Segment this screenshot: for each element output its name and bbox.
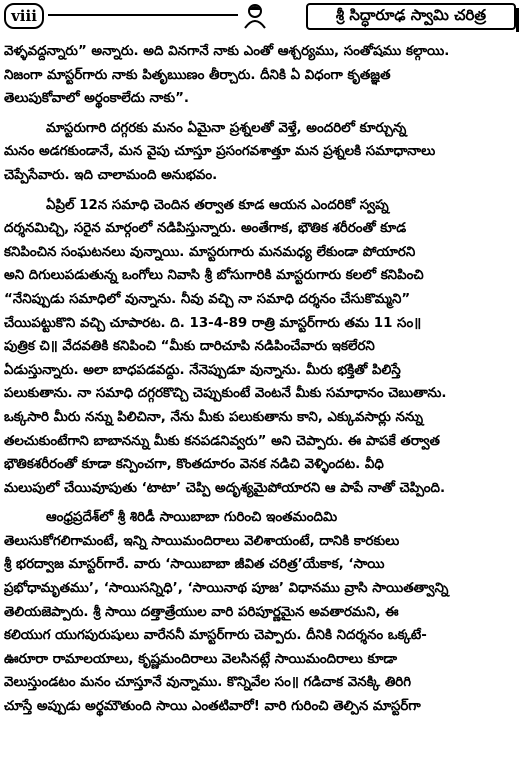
text-line: తలచుకుంటేగాని బాబానన్ను మీకు కనపడనివ్వరు” అని చెప్పారు. ఈ పాపకే తర్వాత — [4, 433, 440, 449]
paragraph — [4, 506, 516, 718]
paragraph — [4, 194, 516, 501]
document-body — [4, 40, 516, 719]
text-line: మనం అడగకుండానే, మన వైపు చూస్తూ ప్రసంగవశాత్తూ మన ప్రశ్నలకి సమాధానాలు — [4, 144, 436, 160]
header-rule — [48, 14, 238, 16]
text-line: “నేనిప్పుడు సమాధిలో వున్నాను. నీవు వచ్చి నా సమాధి దర్శనం చేసుకొమ్మని” — [4, 291, 411, 307]
page-header — [0, 0, 520, 36]
text-line: ప్రభోధామృతము’, ‘సాయిసన్నిధి’, ‘సాయినాథ పూజ’ విధానము వ్రాసి సాయితత్వాన్ని — [4, 581, 449, 597]
text-line: కనిపించిన సంఘటనలు వున్నాయి. మాస్టరుగారు మనమధ్య లేకుండా పోయారని — [4, 244, 416, 260]
paragraph — [4, 40, 516, 111]
text-line: ఆంధ్రప్రదేశ్‌లో శ్రీ శిరిడీ సాయిబాబా గురించి ఇంతమందిమి — [46, 510, 338, 526]
text-line: అని దిగులుపడుతున్న ఒంగోలు నివాసి శ్రీ బోసుగారికి మాస్టరుగారు కలలో కనిపించి — [4, 268, 424, 284]
text-line: తెలియజెప్పారు. శ్రీ సాయి దత్తాత్రేయుల వారి పరిపూర్ణమైన అవతారమని, ఈ — [4, 604, 399, 620]
page-number: viii — [4, 3, 44, 29]
text-line: చూస్తే అప్పుడు అర్థమౌతుంది సాయి ఎంతటివారో! వారి గురించి తెల్పిన మాస్టర్‌గా — [4, 699, 421, 715]
text-line: దర్శనమిచ్చి, సరైన మార్గంలో నడిపిస్తున్నారు. అంతేగాక, భౌతిక శరీరంతో కూడ — [4, 221, 407, 237]
text-line: నిజంగా మాస్టర్‌గారు నాకు పితృఋణం తీర్చారు. దీనికి ఏ విధంగా కృతజ్ఞత — [4, 67, 391, 83]
text-line: వెలుస్తుండటం మనం చూస్తూనే వున్నాము. కొన్నివేల సం॥ గడిచాక వెనక్కి తిరిగి — [4, 675, 412, 691]
text-line: ఏడుస్తున్నారు. అలా బాధపడవద్దు. నేనెప్పుడూ వున్నాను. మీరు భక్తితో పిలిస్తే — [4, 362, 401, 378]
text-line: కలియుగ యుగపురుషులు వారేననీ మాస్టర్‌గారు చెప్పారు. దీనికి నిదర్శనం ఒక్కటే- — [4, 628, 427, 644]
text-line: మలుపులో చేయివూపుతు ‘టాటా’ చెప్పి అదృశ్యమైపోయారని ఆ పాపే నాతో చెప్పింది. — [4, 480, 446, 496]
text-line: చేయిపట్టుకొని వచ్చి చూపారట. ది. 13-4-89 రాత్రి మాస్టర్‌గారు తమ 11 సం॥ — [4, 315, 422, 331]
text-line: చెప్పేసేవారు. ఇది చాలామంది అనుభవం. — [4, 167, 218, 183]
text-line: శ్రీ భరద్వాజ మాస్టర్‌గారే. వారు ‘సాయిబాబా జీవిత చరిత్ర’యేకాక, ‘సాయి — [4, 557, 385, 573]
text-line: ఏప్రిల్ 12న సమాధి చెందిన తర్వాత కూడ ఆయన ఎందరికో స్వప్న — [46, 197, 389, 213]
text-line: ఊరూరా రామాలయాలు, కృష్ణమందిరాలు వెలసినట్లే సాయిమందిరాలు కూడా — [4, 651, 398, 667]
text-line: వెళ్ళవద్దన్నారు” అన్నారు. అది వినగానే నాకు ఎంతో ఆశ్చర్యము, సంతోషము కల్గాయి. — [4, 44, 450, 59]
header-ornament-icon — [240, 2, 270, 30]
text-line: భౌతికశరీరంతో కూడా కన్పించగా, కొంతదూరం వెనక నడిచి వెళ్ళిందట. వీధి — [4, 457, 384, 473]
text-line: తెలుపుకోవాలో అర్థంకాలేదు నాకు”. — [4, 91, 190, 107]
text-line: పుత్రిక చి॥ వేదవతికి కనిపించి “మీకు దారిచూపి నడిపించేవారు ఇకలేరని — [4, 339, 375, 355]
book-title: శ్రీ సిద్ధారూఢ స్వామి చరిత్ర — [306, 3, 516, 30]
text-line: తెలుసుకోగలిగామంటే, ఇన్ని సాయిమందిరాలు వెలిశాయంటే, దానికి కారకులు — [4, 533, 400, 549]
text-line: ఒక్కసారి మీరు నన్ను పిలిచినా, నేను మీకు పలుకుతాను కాని, ఎక్కువసార్లు నన్ను — [4, 409, 423, 425]
paragraph — [4, 117, 516, 188]
text-line: పలుకుతాను. నా సమాధి దగ్గరకొచ్చి చెప్పుకుంటే వెంటనే మీకు సమాధానం చెబుతాను. — [4, 386, 447, 402]
text-line: మాస్టరుగారి దగ్గరకు మనం ఏమైనా ప్రశ్నలతో వెళ్తే, అందరిలో కూర్చున్న — [46, 120, 407, 136]
